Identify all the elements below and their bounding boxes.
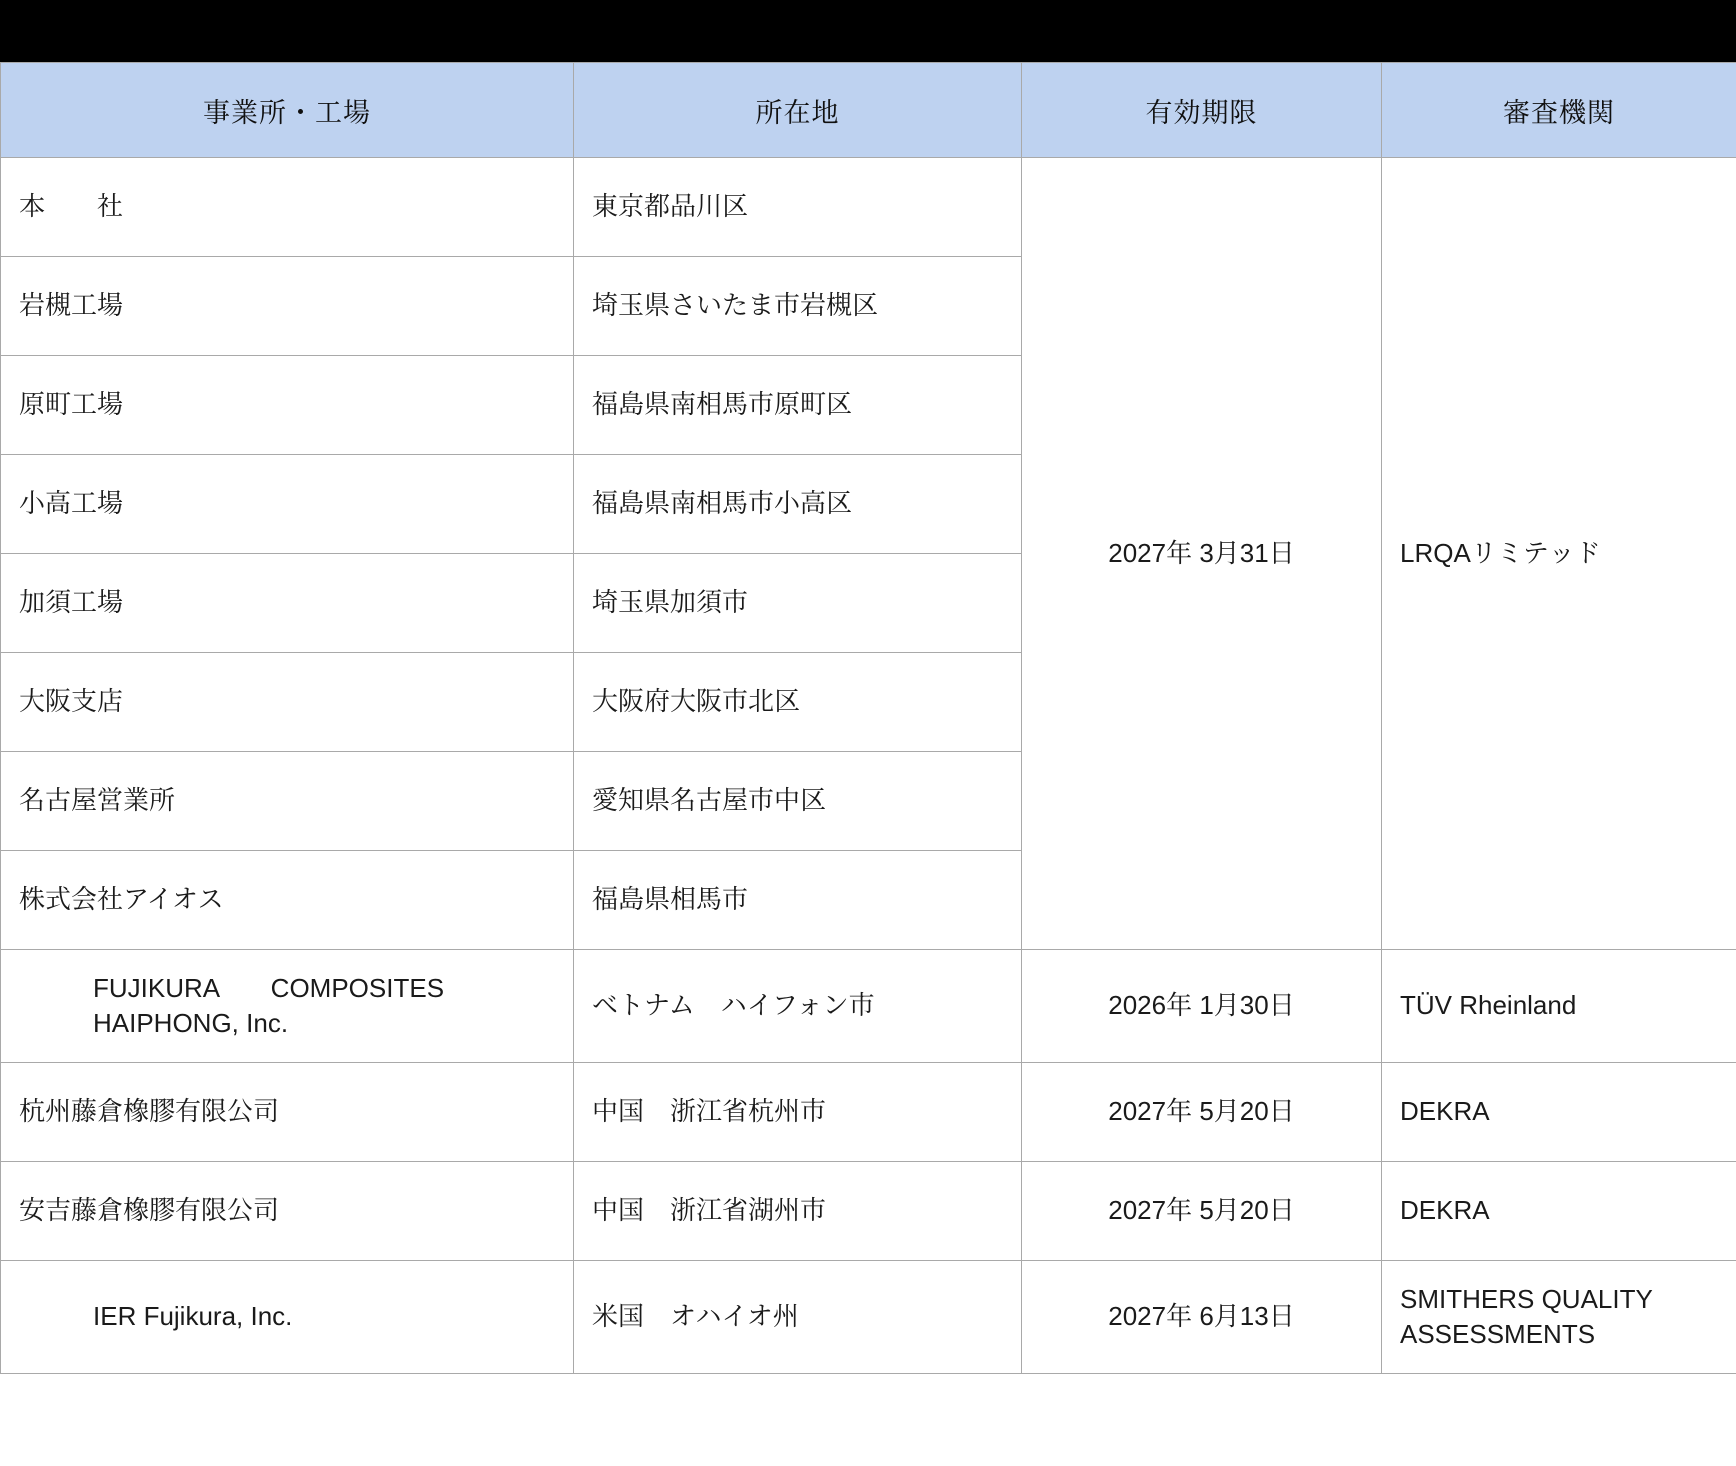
column-header-auditor: 審査機関 xyxy=(1382,63,1736,158)
table-row xyxy=(1,1162,1736,1261)
cell-auditor-line1: SMITHERS QUALITY xyxy=(1400,1283,1653,1314)
certification-table xyxy=(0,62,1736,1374)
cell-auditor: TÜV Rheinland xyxy=(1382,950,1736,1063)
cell-auditor: DEKRA xyxy=(1382,1063,1736,1162)
cell-location: 愛知県名古屋市中区 xyxy=(574,752,1022,851)
table-row xyxy=(1,158,1736,257)
table-row xyxy=(1,1063,1736,1162)
cell-location: 中国 浙江省湖州市 xyxy=(574,1162,1022,1261)
cell-location: 福島県南相馬市小高区 xyxy=(574,455,1022,554)
cell-expiry: 2027年 5月20日 xyxy=(1022,1063,1382,1162)
cell-site: 本 社 xyxy=(1,158,574,257)
cell-auditor: DEKRA xyxy=(1382,1162,1736,1261)
cell-site-line2: HAIPHONG, Inc. xyxy=(93,1008,289,1038)
cell-site: 安吉藤倉橡膠有限公司 xyxy=(1,1162,574,1261)
column-header-location: 所在地 xyxy=(574,63,1022,158)
cell-site: 原町工場 xyxy=(1,356,574,455)
table-row xyxy=(1,950,1736,1063)
certification-table-container xyxy=(0,62,1736,1374)
cell-site: 名古屋営業所 xyxy=(1,752,574,851)
cell-expiry: 2027年 5月20日 xyxy=(1022,1162,1382,1261)
cell-site-line1: FUJIKURA COMPOSITES xyxy=(93,972,445,1003)
cell-auditor-merged: LRQAリミテッド xyxy=(1382,158,1736,950)
cell-location: 福島県南相馬市原町区 xyxy=(574,356,1022,455)
cell-site: 加須工場 xyxy=(1,554,574,653)
top-black-bar xyxy=(0,0,1736,62)
cell-location: 大阪府大阪市北区 xyxy=(574,653,1022,752)
cell-site: 杭州藤倉橡膠有限公司 xyxy=(1,1063,574,1162)
cell-site xyxy=(1,950,574,1063)
column-header-site: 事業所・工場 xyxy=(1,63,574,158)
cell-expiry-merged: 2027年 3月31日 xyxy=(1022,158,1382,950)
column-header-expiry: 有効期限 xyxy=(1022,63,1382,158)
cell-location: 埼玉県加須市 xyxy=(574,554,1022,653)
cell-site: 小高工場 xyxy=(1,455,574,554)
cell-location: 東京都品川区 xyxy=(574,158,1022,257)
cell-location: 中国 浙江省杭州市 xyxy=(574,1063,1022,1162)
cell-auditor-line2: ASSESSMENTS xyxy=(1400,1319,1596,1349)
cell-location: 米国 オハイオ州 xyxy=(574,1261,1022,1374)
cell-site: 岩槻工場 xyxy=(1,257,574,356)
cell-location: 埼玉県さいたま市岩槻区 xyxy=(574,257,1022,356)
cell-site: IER Fujikura, Inc. xyxy=(1,1261,574,1374)
cell-expiry: 2027年 6月13日 xyxy=(1022,1261,1382,1374)
cell-auditor xyxy=(1382,1261,1736,1374)
cell-location: ベトナム ハイフォン市 xyxy=(574,950,1022,1063)
cell-expiry: 2026年 1月30日 xyxy=(1022,950,1382,1063)
cell-site: 大阪支店 xyxy=(1,653,574,752)
table-header-row xyxy=(1,63,1736,158)
table-row xyxy=(1,1261,1736,1374)
cell-site: 株式会社アイオス xyxy=(1,851,574,950)
cell-location: 福島県相馬市 xyxy=(574,851,1022,950)
